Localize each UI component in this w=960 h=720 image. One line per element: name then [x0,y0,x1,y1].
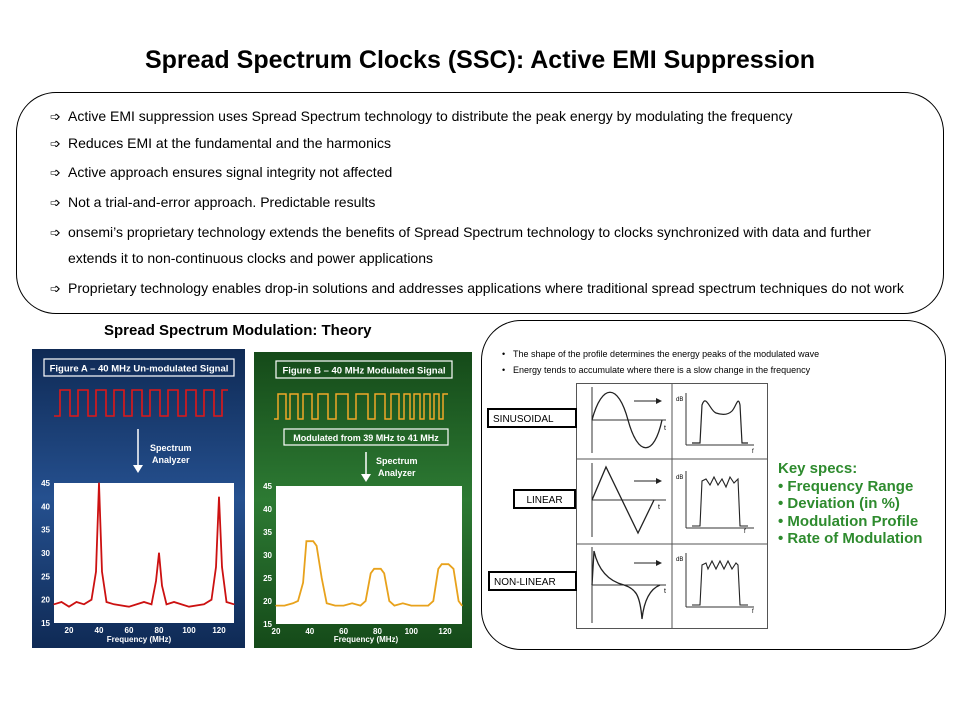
key-specs-title: Key specs: [778,460,858,477]
y-tick-label: 30 [263,551,272,560]
key-spec-item: • Deviation (in %) [778,495,900,512]
y-tick-label: 20 [41,595,50,605]
db-axis-label: dB [676,475,684,481]
spectrum-point [433,600,434,601]
sinusoidal-spectrum-curve [692,401,748,443]
spectrum-point [161,585,162,586]
bullet-3 [50,163,392,182]
x-tick-label: 40 [94,626,104,635]
spectrum-point [448,564,449,565]
non-linear-spectrum-curve [692,561,748,605]
bullet-2 [50,134,391,153]
db-axis-label: dB [676,397,684,403]
figure-b-label: Figure B – 40 MHz Modulated Signal [282,365,446,377]
spectrum-point [188,606,189,607]
bullet-1 [50,107,793,126]
spectrum-point [445,564,446,565]
spectrum-point [303,582,304,583]
spectrum-point [297,600,298,601]
x-tick-label: 60 [339,627,349,636]
linear-row [592,463,754,537]
slide-title: Spread Spectrum Clocks (SSC): Active EMI Suppression [144,46,816,74]
spectrum-point [384,573,385,574]
y-tick-label: 35 [41,525,50,535]
spectrum-point [275,605,276,606]
f-axis-label: f [744,529,746,535]
profile-note-text: The shape of the profile determines the energy peaks of the modulated wave [513,349,820,359]
spectrum-point [221,566,222,567]
profile-diagram [576,383,768,629]
linear-spectrum-curve [692,477,748,526]
spectrum-point [365,600,366,601]
spectrum-point [218,496,219,497]
y-tick-label: 40 [41,502,50,512]
spectrum-point [95,571,96,572]
arrow-bullet-icon: ➩ [50,109,61,124]
key-spec-item: • Frequency Range [778,477,914,495]
y-tick-label: 25 [263,574,272,583]
spectrum-point [284,605,285,606]
spectrum-point [151,604,152,605]
sinusoidal-row [592,387,754,455]
y-tick-label: 35 [263,528,272,537]
db-axis-label: dB [676,557,684,563]
spectrum-point [68,606,69,607]
bullet-5-continuation: extends it to non-continuous clocks and power applications [68,250,433,266]
spectrum-point [411,605,412,606]
profile-label-sinusoidal: SINUSOIDAL [487,408,577,428]
analyzer-label-line2: Analyzer [152,455,190,465]
spectrum-point [343,605,344,606]
spectrum-point [360,605,361,606]
spectrum-point [203,604,204,605]
spectrum-point [53,604,54,605]
x-tick-label: 20 [271,627,281,636]
arrow-bullet-icon: ➩ [50,165,61,180]
bullet-text: onsemi’s proprietary technology extends the benefits of Spread Spectrum technology to clocks synchronized with data and further [68,224,871,240]
y-tick-label: 30 [41,549,50,558]
spectrum-point [402,603,403,604]
spectrum-point [326,603,327,604]
y-tick-label: 45 [41,479,50,488]
bullet-text: Proprietary technology enables drop-in solutions and addresses applications where traditional spread spectrum techniques do not work [68,280,904,296]
bullet-6 [50,279,904,298]
spectrum-point [389,600,390,601]
spectrum-point [128,606,129,607]
analyzer-label-line1: Spectrum [150,443,192,453]
bullet-dot-icon: • [502,349,506,359]
spectrum-point [166,604,167,605]
figure-a-panel [32,349,245,648]
f-axis-label: f [752,449,754,455]
spectrum-point [306,541,307,542]
non-linear-row [592,547,754,623]
key-spec-item: • Modulation Profile [778,512,919,530]
t-axis-label: t [664,588,666,595]
spectrum-point [155,580,156,581]
spectrum-point [453,568,454,569]
arrow-right-icon [656,398,662,404]
bullet-5 [50,223,871,242]
spectrum-point [313,541,314,542]
arrow-bullet-icon: ➩ [50,281,61,296]
spectrum-point [101,571,102,572]
spectrum-point [321,577,322,578]
x-tick-label: 100 [404,627,418,636]
spectrum-point [380,568,381,569]
y-tick-label: 45 [263,482,272,491]
theory-title: Spread Spectrum Modulation: Theory [104,322,372,339]
x-tick-label: 120 [438,627,452,636]
y-tick-label: 40 [263,505,272,514]
spectrum-point [394,605,395,606]
key-specs [778,460,922,548]
spectrum-point [419,605,420,606]
bullet-text: Not a trial-and-error approach. Predictable results [68,194,376,210]
arrow-bullet-icon: ➩ [50,225,61,240]
y-tick-label: 25 [41,572,50,582]
x-tick-label: 80 [373,627,382,636]
spectrum-point [374,568,375,569]
spectrum-point [458,600,459,601]
y-tick-label: 15 [41,619,50,628]
key-spec-item: • Rate of Modulation [778,530,923,547]
y-tick-label: 20 [263,597,272,606]
x-tick-label: 20 [64,626,74,635]
analyzer-label-line2: Analyzer [378,468,416,478]
spectrum-point [461,605,462,606]
arrow-right-icon [656,478,662,484]
spectrum-point [106,601,107,602]
spectrum-point [226,601,227,602]
bullet-text: Active EMI suppression uses Spread Spectrum technology to distribute the peak energy by modulating the frequency [68,108,793,124]
bullet-text: Active approach ensures signal integrity not affected [68,164,393,180]
t-axis-label: t [658,504,660,511]
y-tick-label: 15 [263,620,272,629]
spectrum-point [61,601,62,602]
spectrum-point [173,601,174,602]
spectrum-point [91,599,92,600]
profile-note-2 [502,365,810,375]
spectrum-point [309,541,310,542]
spectrum-point [83,604,84,605]
spectrum-point [352,603,353,604]
spectrum-point [233,604,234,605]
x-tick-label: 80 [154,626,164,635]
profile-note-text: Energy tends to accumulate where there is a slow change in the frequency [513,365,811,375]
figure-b-plot-area [276,486,462,624]
spectrum-point [292,603,293,604]
figure-a-xlabel: Frequency (MHz) [106,635,172,644]
spectrum-point [335,605,336,606]
spectrum-point [316,545,317,546]
bullet-text: Reduces EMI at the fundamental and the harmonics [68,135,391,151]
spectrum-point [143,601,144,602]
figure-b-xlabel: Frequency (MHz) [333,635,399,644]
figure-b-panel [254,352,472,648]
spectrum-point [441,564,442,565]
arrow-right-icon [656,560,662,566]
x-tick-label: 100 [182,626,196,635]
figure-a-label: Figure A – 40 MHz Un-modulated Signal [49,363,229,375]
arrow-bullet-icon: ➩ [50,195,61,210]
modulated-range-text: Modulated from 39 MHz to 41 MHz [293,433,439,443]
spectrum-point [428,605,429,606]
profile-note-1 [502,349,819,359]
profile-label-non-linear: NON-LINEAR [488,571,577,591]
analyzer-label-line1: Spectrum [376,456,418,466]
f-axis-label: f [752,609,754,615]
x-tick-label: 40 [305,627,315,636]
bullet-4 [50,193,375,212]
spectrum-point [113,604,114,605]
x-tick-label: 120 [212,626,226,635]
t-axis-label: t [664,425,666,432]
x-tick-label: 60 [124,626,134,635]
spectrum-point [370,573,371,574]
spectrum-point [211,599,212,600]
spectrum-point [76,601,77,602]
spectrum-point [377,568,378,569]
spectrum-point [438,568,439,569]
profile-label-linear: LINEAR [513,489,576,509]
spectrum-point [158,552,159,553]
bullet-dot-icon: • [502,365,506,375]
spectrum-point [215,566,216,567]
spectrum-point [98,482,99,483]
arrow-bullet-icon: ➩ [50,136,61,151]
